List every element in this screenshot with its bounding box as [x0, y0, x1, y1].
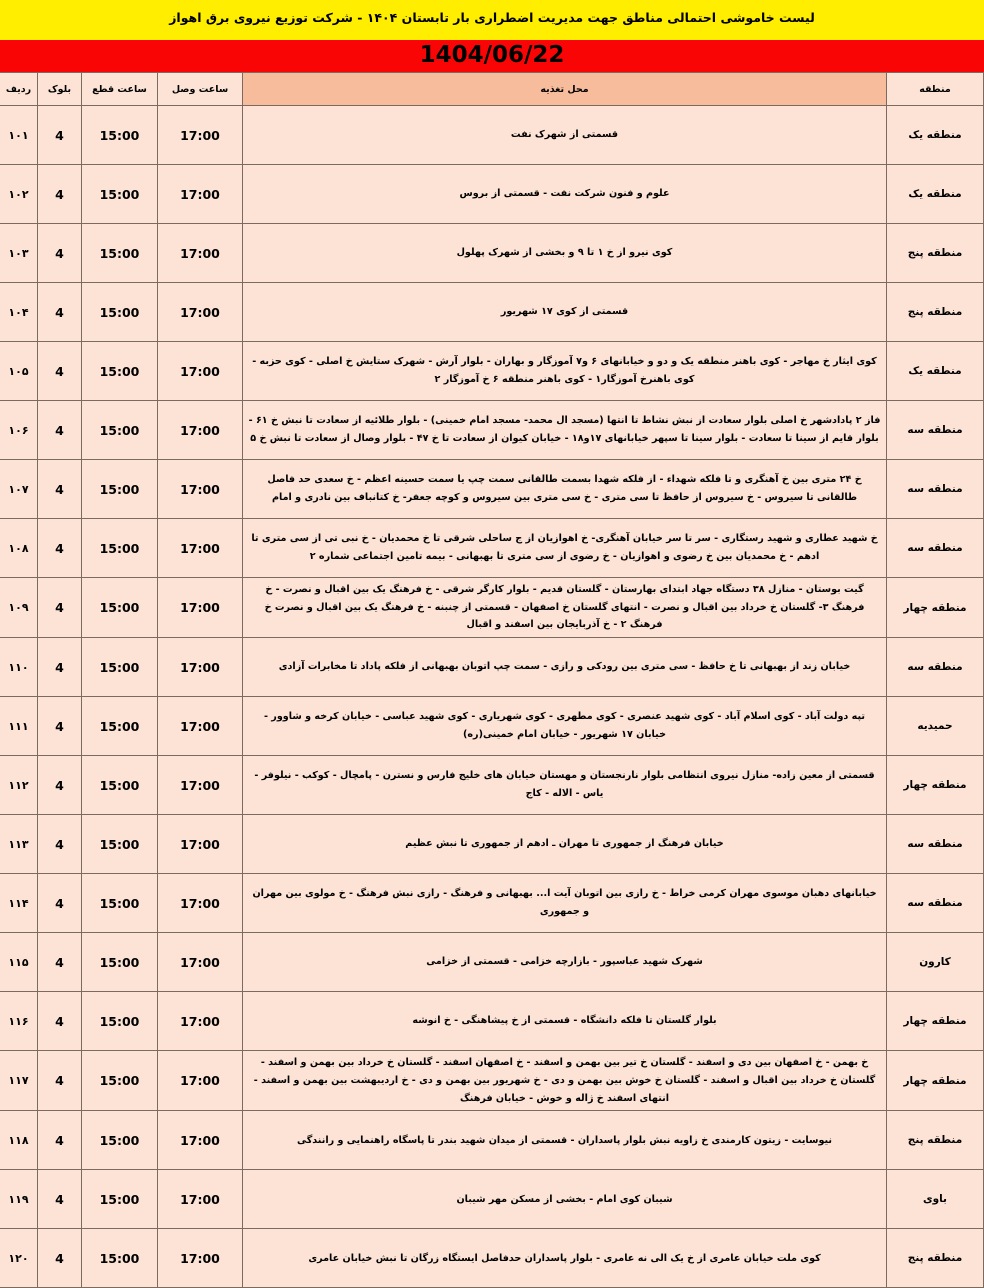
cell-index: ۱۰۴	[0, 283, 38, 342]
column-header-restore-time: ساعت وصل	[158, 73, 243, 106]
cell-region: منطقه پنج	[887, 224, 984, 283]
table-row	[0, 756, 984, 815]
cell-block: 4	[38, 1111, 82, 1170]
cell-index: ۱۰۱	[0, 106, 38, 165]
cell-cut-time: 15:00	[82, 815, 158, 874]
table-row	[0, 106, 984, 165]
cell-index: ۱۰۹	[0, 578, 38, 638]
cell-cut-time: 15:00	[82, 992, 158, 1051]
cell-cut-time: 15:00	[82, 224, 158, 283]
column-header-region: منطقه	[887, 73, 984, 106]
cell-index: ۱۱۸	[0, 1111, 38, 1170]
cell-location: فاز ۲ پادادشهر خ اصلی بلوار سعادت از نبش نشاط تا انتها (مسجد ال محمد- مسجد امام خمینی) - بلوار طلائیه از سعادت تا نبش خ ۶۱ - بلوار قایم از سینا تا سعادت - بلوار سینا تا سپهر خیابانهای ۱۷و۱۸ - خیابان کیوان از سعادت تا خ ۴۷ - بلوار وصال از سعادت تا نبش خ ۵	[243, 401, 887, 460]
cell-restore-time: 17:00	[158, 697, 243, 756]
cell-region: منطقه یک	[887, 165, 984, 224]
cell-cut-time: 15:00	[82, 106, 158, 165]
cell-location: نیوسایت - زیتون کارمندی خ زاویه نبش بلوار پاسداران - قسمتی از میدان شهید بندر تا پاسگاه راهنمایی و رانندگی	[243, 1111, 887, 1170]
cell-index: ۱۲۰	[0, 1229, 38, 1288]
cell-location: خ شهید عطاری و شهید رستگاری - سر تا سر خیابان آهنگری- خ اهوازیان از ج ساحلی شرقی تا خ محمدیان - خ نبی تی از سی متری تا ادهم - خ محمدیان بین خ رضوی و اهوازیان - خ رضوی از سی متری تا بهبهانی - بیمه تامین اجتماعی شماره ۲	[243, 519, 887, 578]
cell-cut-time: 15:00	[82, 401, 158, 460]
table-row	[0, 342, 984, 401]
cell-region: منطقه چهار	[887, 756, 984, 815]
table-row	[0, 1229, 984, 1288]
cell-block: 4	[38, 519, 82, 578]
cell-restore-time: 17:00	[158, 342, 243, 401]
table-row	[0, 1111, 984, 1170]
title-banner	[0, 0, 984, 40]
table-row	[0, 578, 984, 638]
cell-location: قسمتی از معین زاده- منازل نیروی انتظامی بلوار نارنجستان و مهستان خیابان های خلیج فارس و نسترن - پامچال - کوکب - نیلوفر - یاس - الاله - کاج	[243, 756, 887, 815]
cell-cut-time: 15:00	[82, 756, 158, 815]
cell-region: منطقه سه	[887, 815, 984, 874]
cell-restore-time: 17:00	[158, 1170, 243, 1229]
cell-block: 4	[38, 342, 82, 401]
cell-cut-time: 15:00	[82, 1229, 158, 1288]
cell-restore-time: 17:00	[158, 578, 243, 638]
table-row	[0, 697, 984, 756]
cell-location: شیبان کوی امام - بخشی از مسکن مهر شیبان	[243, 1170, 887, 1229]
cell-cut-time: 15:00	[82, 283, 158, 342]
column-header-location: محل تغذیه	[243, 73, 887, 106]
cell-location: بلوار گلستان تا فلکه دانشگاه - قسمتی از خ پیشاهنگی - خ انوشه	[243, 992, 887, 1051]
cell-restore-time: 17:00	[158, 815, 243, 874]
cell-block: 4	[38, 1229, 82, 1288]
table-row	[0, 165, 984, 224]
cell-location: خ بهمن - خ اصفهان بین دی و اسفند - گلستان خ تیر بین بهمن و اسفند - خ اصفهان اسفند - گلستان خ خرداد بین بهمن و اسفند - گلستان خ خرداد بین اقبال و اسفند - گلستان خ خوش بین بهمن و دی - خ شهریور بین بهمن و دی - خ اردیبهشت بین بهمن و اسفند - انتهای اسفند خ ژاله و خوش - خیابان فرهنگ	[243, 1051, 887, 1111]
cell-restore-time: 17:00	[158, 933, 243, 992]
cell-location: خیابانهای دهبان موسوی مهران کرمی خراط - خ رازی بین اتوبان آیت ا... بهبهانی و فرهنگ - رازی نبش فرهنگ - خ مولوی بین مهران و جمهوری	[243, 874, 887, 933]
cell-cut-time: 15:00	[82, 1111, 158, 1170]
cell-index: ۱۱۰	[0, 638, 38, 697]
cell-index: ۱۱۷	[0, 1051, 38, 1111]
cell-cut-time: 15:00	[82, 874, 158, 933]
cell-index: ۱۱۶	[0, 992, 38, 1051]
table-header-row	[0, 73, 984, 106]
cell-index: ۱۱۹	[0, 1170, 38, 1229]
table-row	[0, 283, 984, 342]
cell-cut-time: 15:00	[82, 578, 158, 638]
cell-region: منطقه یک	[887, 106, 984, 165]
cell-region: منطقه پنج	[887, 1229, 984, 1288]
cell-region: حمیدیه	[887, 697, 984, 756]
cell-cut-time: 15:00	[82, 342, 158, 401]
cell-block: 4	[38, 697, 82, 756]
date-banner	[0, 40, 984, 72]
cell-block: 4	[38, 224, 82, 283]
cell-cut-time: 15:00	[82, 1051, 158, 1111]
table-row	[0, 815, 984, 874]
cell-index: ۱۱۱	[0, 697, 38, 756]
cell-block: 4	[38, 1170, 82, 1229]
cell-index: ۱۰۵	[0, 342, 38, 401]
cell-block: 4	[38, 106, 82, 165]
table-body	[0, 106, 984, 1288]
table-row	[0, 224, 984, 283]
cell-region: منطقه سه	[887, 460, 984, 519]
cell-restore-time: 17:00	[158, 224, 243, 283]
cell-cut-time: 15:00	[82, 460, 158, 519]
cell-block: 4	[38, 401, 82, 460]
schedule-date: 1404/06/22	[419, 41, 565, 68]
cell-region: منطقه سه	[887, 401, 984, 460]
table-row	[0, 638, 984, 697]
table-row	[0, 874, 984, 933]
cell-block: 4	[38, 165, 82, 224]
cell-block: 4	[38, 992, 82, 1051]
cell-block: 4	[38, 1051, 82, 1111]
column-header-index: ردیف	[0, 73, 38, 106]
cell-index: ۱۰۲	[0, 165, 38, 224]
cell-index: ۱۱۳	[0, 815, 38, 874]
cell-region: منطقه سه	[887, 519, 984, 578]
cell-cut-time: 15:00	[82, 1170, 158, 1229]
table-row	[0, 1170, 984, 1229]
cell-location: قسمتی از کوی ۱۷ شهریور	[243, 283, 887, 342]
table-row	[0, 933, 984, 992]
cell-restore-time: 17:00	[158, 401, 243, 460]
cell-location: گیت بوستان - منازل ۳۸ دستگاه جهاد ابتدای بهارستان - گلستان قدیم - بلوار کارگر شرقی - خ فرهنگ یک بین اقبال و نصرت - خ فرهنگ ۳- گلستان خ خرداد بین اقبال و نصرت - انتهای گلستان خ اصفهان - قسمتی از چنبنه - خ فرهنگ یک بین اقبال و نصرت خ فرهنگ ۲ - خ آذربایجان بین اسفند و اقبال	[243, 578, 887, 638]
cell-region: منطقه پنج	[887, 283, 984, 342]
cell-restore-time: 17:00	[158, 1111, 243, 1170]
cell-region: کارون	[887, 933, 984, 992]
cell-region: منطقه یک	[887, 342, 984, 401]
cell-location: خیابان زند از بهبهانی تا خ حافظ - سی متری بین رودکی و رازی - سمت چپ اتوبان بهبهانی از فلکه پاداد تا مخابرات آزادی	[243, 638, 887, 697]
cell-restore-time: 17:00	[158, 638, 243, 697]
cell-cut-time: 15:00	[82, 697, 158, 756]
cell-restore-time: 17:00	[158, 992, 243, 1051]
cell-region: باوی	[887, 1170, 984, 1229]
cell-index: ۱۱۵	[0, 933, 38, 992]
cell-restore-time: 17:00	[158, 1051, 243, 1111]
cell-index: ۱۰۸	[0, 519, 38, 578]
cell-block: 4	[38, 874, 82, 933]
cell-block: 4	[38, 638, 82, 697]
cell-cut-time: 15:00	[82, 519, 158, 578]
cell-block: 4	[38, 815, 82, 874]
cell-location: تپه دولت آباد - کوی اسلام آباد - کوی شهید عنصری - کوی مطهری - کوی شهریاری - کوی شهید عباسی - خیابان کرخه و شاوور - خیابان ۱۷ شهریور - خیابان امام خمینی(ره)	[243, 697, 887, 756]
cell-location: علوم و فنون شرکت نفت - قسمتی از بروس	[243, 165, 887, 224]
column-header-cut-time: ساعت قطع	[82, 73, 158, 106]
cell-index: ۱۰۷	[0, 460, 38, 519]
cell-index: ۱۰۶	[0, 401, 38, 460]
cell-block: 4	[38, 460, 82, 519]
cell-block: 4	[38, 578, 82, 638]
cell-restore-time: 17:00	[158, 519, 243, 578]
cell-restore-time: 17:00	[158, 460, 243, 519]
cell-restore-time: 17:00	[158, 874, 243, 933]
cell-cut-time: 15:00	[82, 638, 158, 697]
cell-cut-time: 15:00	[82, 165, 158, 224]
cell-restore-time: 17:00	[158, 1229, 243, 1288]
cell-restore-time: 17:00	[158, 165, 243, 224]
cell-block: 4	[38, 283, 82, 342]
cell-location: کوی ملت خیابان عامری از خ یک الی نه عامری - بلوار پاسداران حدفاصل ایستگاه زرگان تا نبش خیابان عامری	[243, 1229, 887, 1288]
cell-index: ۱۱۲	[0, 756, 38, 815]
cell-region: منطقه پنج	[887, 1111, 984, 1170]
cell-cut-time: 15:00	[82, 933, 158, 992]
cell-location: خ ۲۴ متری بین خ آهنگری و تا فلکه شهداء - از فلکه شهدا بسمت طالقانی سمت چپ یا سمت حسینه اعظم - خ سعدی حد فاصل طالقانی تا سیروس - خ سیروس از حافظ تا سی متری - خ سی متری بین سیروس و کوچه جعفر- خ کتانباف بین نادری و امام	[243, 460, 887, 519]
cell-restore-time: 17:00	[158, 283, 243, 342]
table-row	[0, 992, 984, 1051]
cell-location: خیابان فرهنگ از جمهوری تا مهران ـ ادهم از جمهوری تا نبش عظیم	[243, 815, 887, 874]
cell-region: منطقه سه	[887, 638, 984, 697]
cell-region: منطقه سه	[887, 874, 984, 933]
cell-index: ۱۰۳	[0, 224, 38, 283]
page-title: لیست خاموشی احتمالی مناطق جهت مدیریت اضطراری بار تابستان ۱۴۰۴ - شرکت توزیع نیروی برق اهواز	[169, 10, 815, 25]
table-row	[0, 519, 984, 578]
cell-index: ۱۱۴	[0, 874, 38, 933]
cell-block: 4	[38, 756, 82, 815]
outage-table	[0, 72, 984, 1288]
cell-location: قسمتی از شهرک نفت	[243, 106, 887, 165]
cell-location: کوی ایثار خ مهاجر - کوی باهنر منطقه یک و دو و خیابانهای ۶ و۷ آموزگار و بهاران - بلوار آرش - شهرک ستایش خ اصلی - کوی حزبه - کوی باهنرخ آموزگار۱ - کوی باهنر منطقه ۶ خ آموزگار ۲	[243, 342, 887, 401]
cell-region: منطقه چهار	[887, 1051, 984, 1111]
cell-location: شهرک شهید عباسپور - بازارچه خزامی - قسمتی از خزامی	[243, 933, 887, 992]
cell-region: منطقه چهار	[887, 992, 984, 1051]
column-header-block: بلوک	[38, 73, 82, 106]
cell-restore-time: 17:00	[158, 756, 243, 815]
cell-location: کوی نیرو از خ ۱ تا ۹ و بخشی از شهرک پهلول	[243, 224, 887, 283]
cell-region: منطقه چهار	[887, 578, 984, 638]
table-row	[0, 1051, 984, 1111]
table-header	[0, 73, 984, 106]
cell-restore-time: 17:00	[158, 106, 243, 165]
table-row	[0, 460, 984, 519]
table-row	[0, 401, 984, 460]
cell-block: 4	[38, 933, 82, 992]
